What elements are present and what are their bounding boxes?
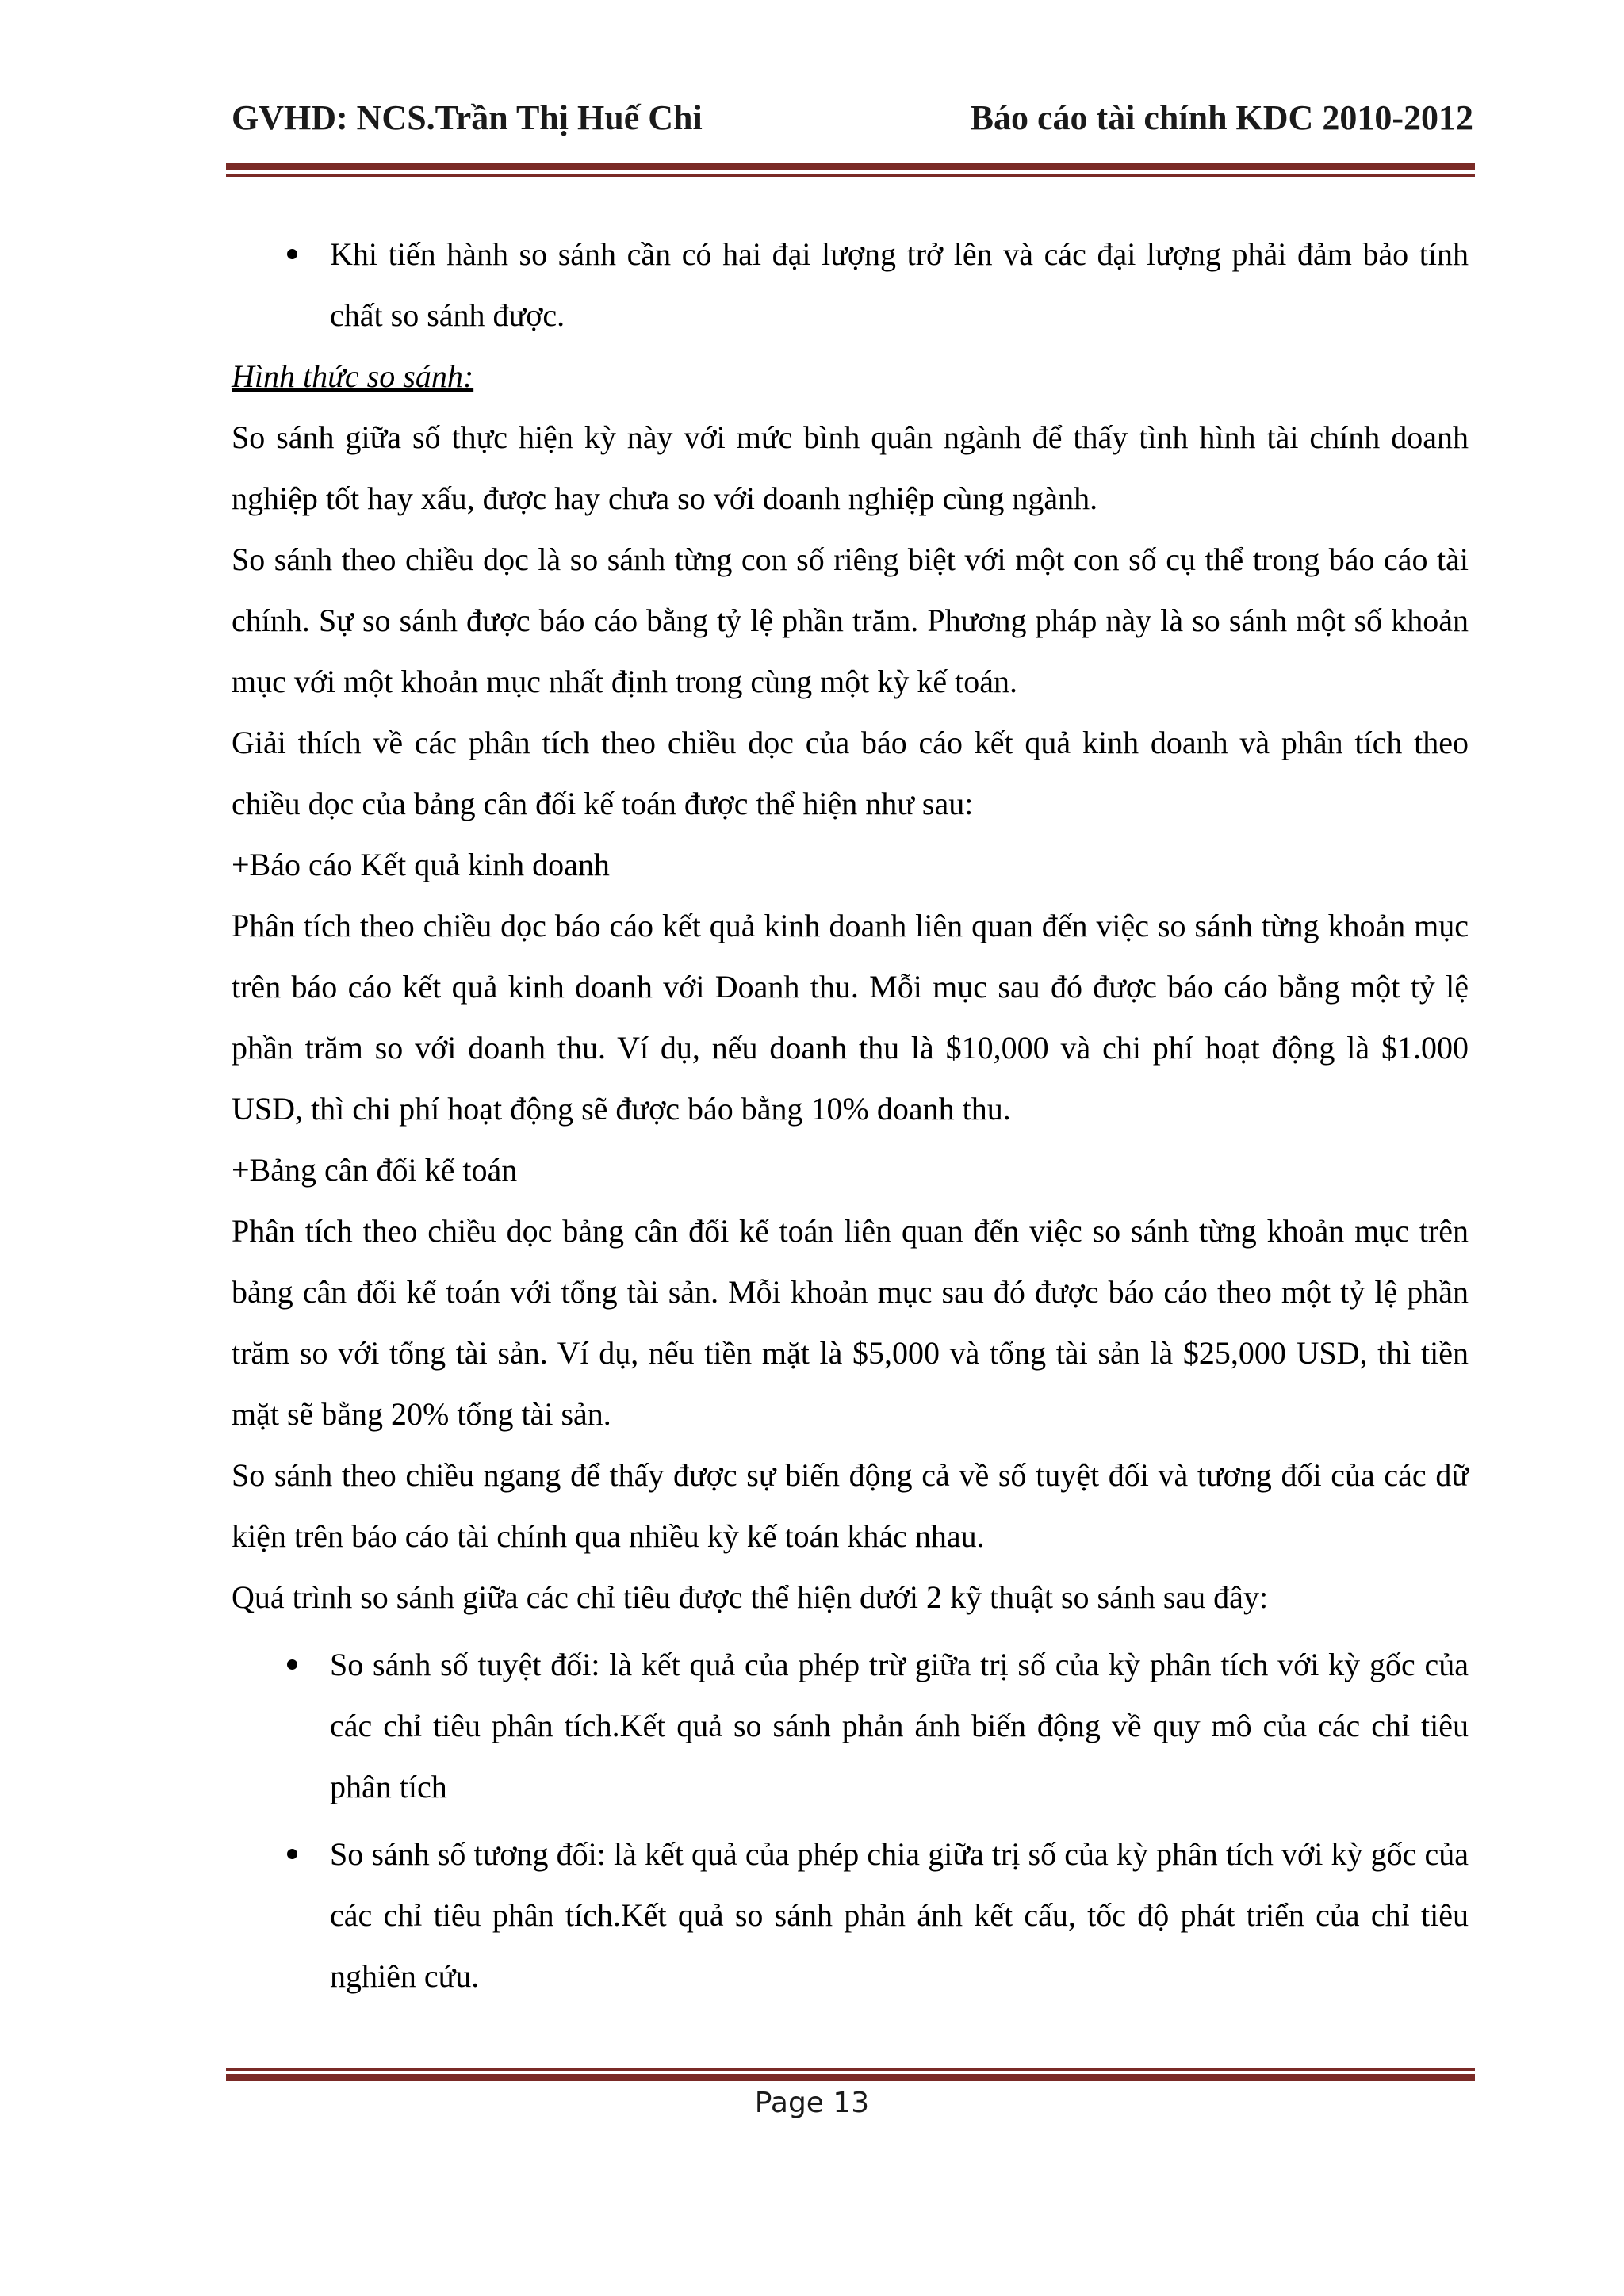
header-report-title: Báo cáo tài chính KDC 2010-2012 bbox=[970, 98, 1473, 137]
paragraph-5: Phân tích theo chiều dọc bảng cân đối kế toán liên quan đến việc so sánh từng khoản mục trên bảng cân đối kế toán với tổng tài sản. Mỗi khoản mục sau đó được báo cáo theo một tỷ lệ phần trăm so với tổng tài sản. Ví dụ, nếu tiền mặt là $5,000 và tổng tài sản là $25,000 USD, thì tiền mặt sẽ bằng 20% tổng tài sản. bbox=[232, 1213, 1469, 1432]
bullet-item-3: So sánh số tương đối: là kết quả của phép chia giữa trị số của kỳ phân tích với kỳ gốc của các chỉ tiêu phân tích.Kết quả so sánh phản ánh kết cấu, tốc độ phát triển của chỉ tiêu nghiên cứu. bbox=[232, 1823, 1469, 2007]
page-number: Page 13 bbox=[754, 2087, 870, 2119]
subheading-balance-sheet: +Bảng cân đối kế toán bbox=[232, 1152, 518, 1188]
bullet-item-2: So sánh số tuyệt đối: là kết quả của phép trừ giữa trị số của kỳ phân tích với kỳ gốc của các chỉ tiêu phân tích.Kết quả so sánh phản ánh biến động về quy mô của các chỉ tiêu phân tích bbox=[232, 1634, 1469, 1817]
header-rule-thick bbox=[226, 163, 1475, 170]
paragraph-6: So sánh theo chiều ngang để thấy được sự biến động cả về số tuyệt đối và tương đối của các dữ kiện trên báo cáo tài chính qua nhiều kỳ kế toán khác nhau. bbox=[232, 1457, 1469, 1554]
page-header bbox=[232, 94, 1473, 141]
paragraph-1: So sánh giữa số thực hiện kỳ này với mức bình quân ngành để thấy tình hình tài chính doanh nghiệp tốt hay xấu, được hay chưa so với doanh nghiệp cùng ngành. bbox=[232, 419, 1469, 516]
paragraph-7: Quá trình so sánh giữa các chỉ tiêu được thể hiện dưới 2 kỹ thuật so sánh sau đây: bbox=[232, 1579, 1269, 1615]
paragraph-4: Phân tích theo chiều dọc báo cáo kết quả kinh doanh liên quan đến việc so sánh từng khoản mục trên báo cáo kết quả kinh doanh với Doanh thu. Mỗi mục sau đó được báo cáo bằng một tỷ lệ phần trăm so với doanh thu. Ví dụ, nếu doanh thu là $10,000 và chi phí hoạt động là $1.000 USD, thì chi phí hoạt động sẽ được báo bằng 10% doanh thu. bbox=[232, 908, 1469, 1127]
header-rule-thin bbox=[226, 174, 1475, 177]
header-instructor: GVHD: NCS.Trần Thị Huế Chi bbox=[232, 98, 703, 137]
footer-rule-thin bbox=[226, 2068, 1475, 2071]
subheading-income-statement: +Báo cáo Kết quả kinh doanh bbox=[232, 847, 610, 882]
paragraph-2: So sánh theo chiều dọc là so sánh từng con số riêng biệt với một con số cụ thể trong báo cáo tài chính. Sự so sánh được báo cáo bằng tỷ lệ phần trăm. Phương pháp này là so sánh một số khoản mục với một khoản mục nhất định trong cùng một kỳ kế toán. bbox=[232, 541, 1469, 699]
footer-rule-thick bbox=[226, 2074, 1475, 2081]
paragraph-3: Giải thích về các phân tích theo chiều dọc của báo cáo kết quả kinh doanh và phân tích theo chiều dọc của bảng cân đối kế toán được thể hiện như sau: bbox=[232, 725, 1469, 821]
page-body bbox=[232, 224, 1469, 2007]
bullet-item-1: Khi tiến hành so sánh cần có hai đại lượng trở lên và các đại lượng phải đảm bảo tính chất so sánh được. bbox=[232, 224, 1469, 346]
section-heading: Hình thức so sánh: bbox=[232, 358, 474, 394]
